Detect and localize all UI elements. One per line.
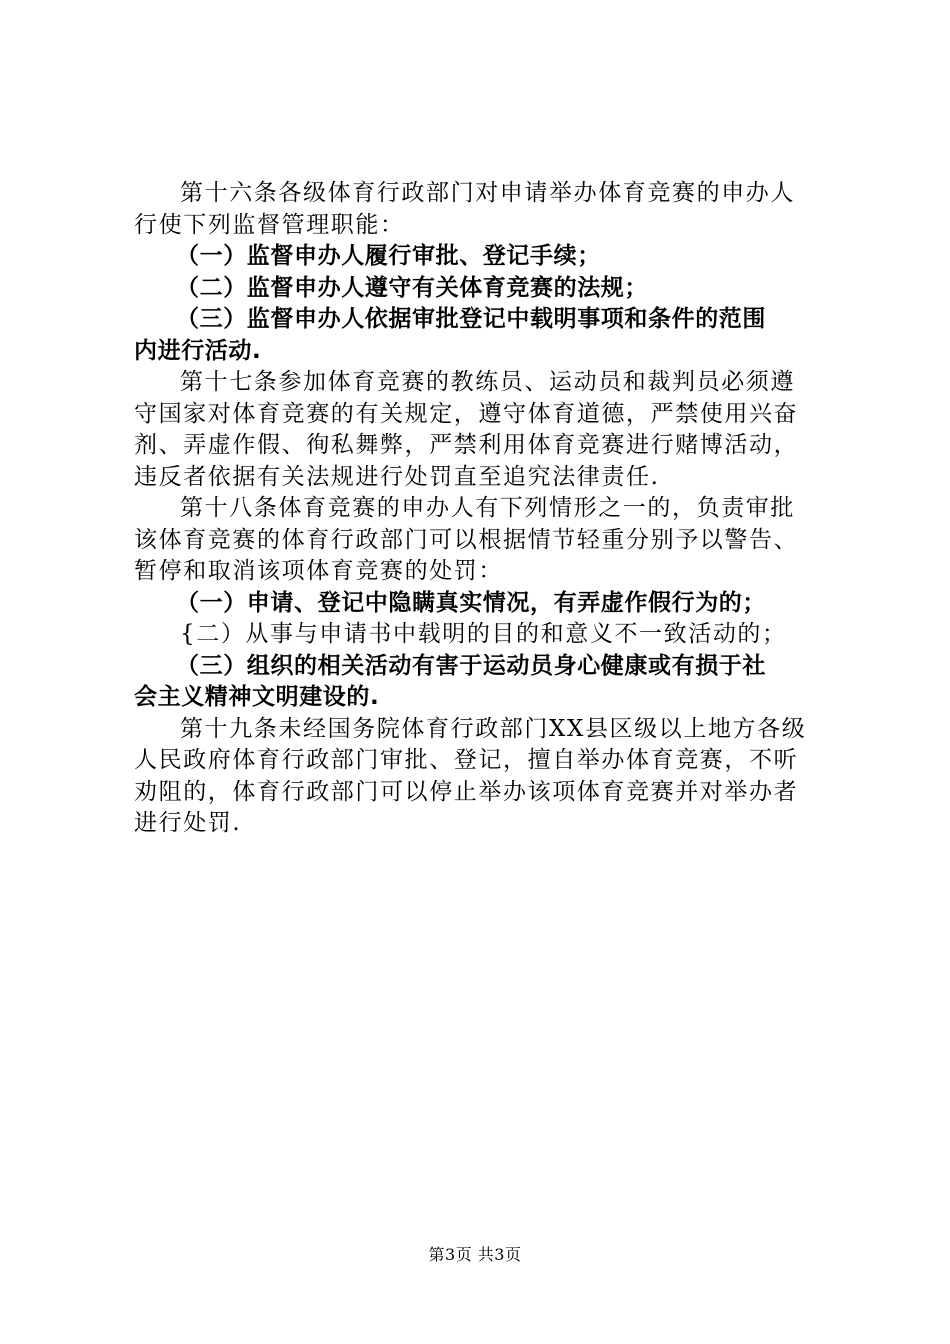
item-16-3-line-2: 内进行活动. — [134, 337, 262, 364]
paragraph-18-line-1: 第十八条体育竞赛的申办人有下列情形之一的，负责审批 — [180, 495, 795, 521]
item-16-3-line-1: （三）监督申办人依据审批登记中载明事项和条件的范围 — [176, 306, 766, 332]
item-18-2: {二）从事与申请书中载明的目的和意义不一致活动的； — [180, 621, 787, 647]
paragraph-19-line-4: 进行处罚. — [134, 810, 242, 836]
paragraph-19-line-3: 劝阻的，体育行政部门可以停止举办该项体育竞赛并对举办者 — [134, 778, 799, 805]
item-16-1: （一）监督申办人履行审批、登记手续； — [176, 243, 601, 269]
item-18-1: （一）申请、登记中隐瞒真实情况，有弄虚作假行为的； — [176, 589, 766, 616]
paragraph-17-line-3: 剂、弄虚作假、徇私舞弊，严禁利用体育竞赛进行赌博活动， — [134, 432, 799, 458]
document-body — [134, 178, 832, 840]
paragraph-17-line-4: 违反者依据有关法规进行处罚直至追究法律责任. — [134, 463, 660, 490]
paragraph-17-line-1: 第十七条参加体育竞赛的教练员、运动员和裁判员必须遵 — [180, 369, 795, 395]
paragraph-19-line-1: 第十九条未经国务院体育行政部门XX县区级以上地方各级 — [180, 715, 807, 742]
page-number-footer: 第3页 共3页 — [428, 1245, 522, 1264]
paragraph-16-line-2: 行使下列监督管理职能： — [134, 211, 405, 238]
item-18-3-line-2: 会主义精神文明建设的. — [134, 684, 380, 710]
paragraph-17-line-2: 守国家对体育竞赛的有关规定，遵守体育道德，严禁使用兴奋 — [134, 400, 799, 427]
paragraph-19-line-2: 人民政府体育行政部门审批、登记，擅自举办体育竞赛，不听 — [134, 747, 799, 773]
paragraph-18-line-2: 该体育竞赛的体育行政部门可以根据情节轻重分别予以警告、 — [134, 526, 799, 553]
item-18-3-line-1: （三）组织的相关活动有害于运动员身心健康或有损于社 — [176, 652, 766, 679]
paragraph-18-line-3: 暂停和取消该项体育竞赛的处罚： — [134, 558, 503, 584]
item-16-2: （二）监督申办人遵守有关体育竞赛的法规； — [176, 274, 648, 301]
paragraph-16-line-1: 第十六条各级体育行政部门对申请举办体育竞赛的申办人 — [180, 180, 795, 206]
